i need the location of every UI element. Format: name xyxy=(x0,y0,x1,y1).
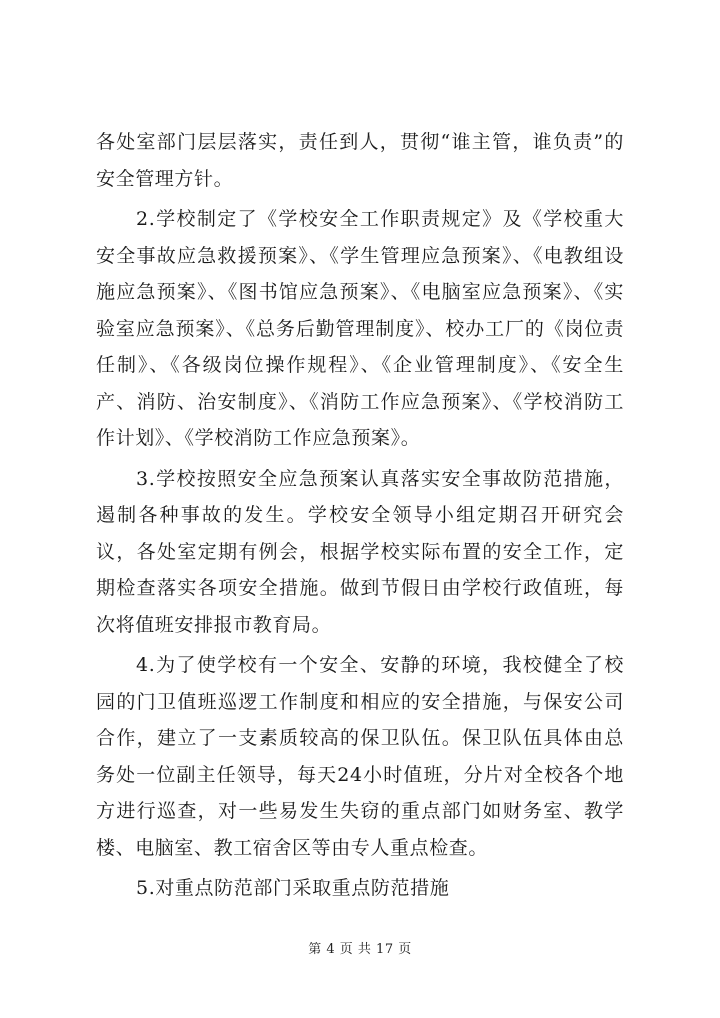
paragraph-item-2: 2.学校制定了《学校安全工作职责规定》及《学校重大安全事故应急救援预案》、《学生管理应急预案》、《电教组设施应急预案》、《图书馆应急预案》、《电脑室应急预案》、《实验室应急预案》、《总务后勤管理制度》、校办工厂的《岗位责任制》、《各级岗位操作规程》、《企业管理制度》、《安全生产、消防、治安制度》、《消防工作应急预案》、《学校消防工作计划》、《学校消防工作应急预案》。 xyxy=(96,208,624,449)
paragraph-item-5: 5.对重点防范部门采取重点防范措施 xyxy=(136,877,450,899)
paragraph-item-4: 4.为了使学校有一个安全、安静的环境，我校健全了校园的门卫值班巡逻工作制度和相应的安全措施，与保安公司合作，建立了一支素质较高的保卫队伍。保卫队伍具体由总务处一位副主任领导，每天24小时值班，分片对全校各个地方进行巡查，对一些易发生失窃的重点部门如财务室、教学楼、电脑室、教工宿舍区等由专人重点检查。 xyxy=(96,654,624,859)
paragraph-item-3: 3.学校按照安全应急预案认真落实安全事故防范措施，遏制各种事故的发生。学校安全领导小组定期召开研究会议，各处室定期有例会，根据学校实际布置的安全工作，定期检查落实各项安全措施。做到节假日由学校行政值班，每次将值班安排报市教育局。 xyxy=(96,467,624,636)
page-number-footer: 第 4 页 共 17 页 xyxy=(308,942,412,957)
document-body xyxy=(96,124,624,907)
paragraph-continuation: 各处室部门层层落实，责任到人，贯彻“谁主管，谁负责”的安全管理方针。 xyxy=(96,131,624,190)
